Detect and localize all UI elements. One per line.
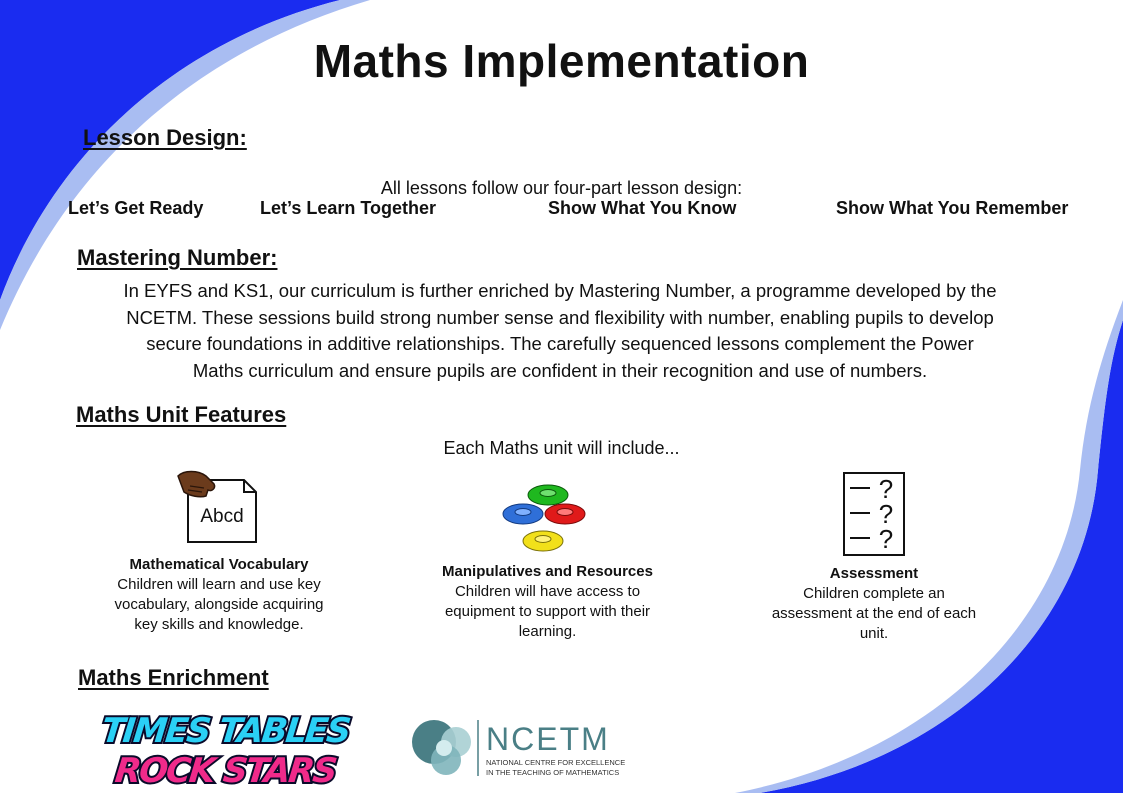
paragraph-line: Maths curriculum and ensure pupils are confident in their recognition and use of numbers.	[192, 359, 928, 381]
counters-icon	[500, 482, 590, 556]
question-sheet-icon	[842, 471, 906, 557]
feature-desc-line: vocabulary, alongside acquiring	[114, 596, 324, 613]
paragraph-line: secure foundations in additive relationships. The carefully sequenced lessons complement the Power	[146, 333, 974, 354]
feature-manipulatives	[410, 562, 685, 642]
feature-name: Manipulatives and Resources	[442, 563, 653, 580]
svg-text:?: ?	[878, 499, 894, 529]
feature-desc-line: unit.	[859, 625, 889, 642]
svg-text:?: ?	[878, 524, 894, 554]
feature-desc-line: Children will have access to	[454, 583, 641, 600]
unit-features-intro: Each Maths unit will include...	[443, 438, 680, 458]
lesson-design-intro: All lessons follow our four-part lesson design:	[380, 178, 743, 198]
feature-name: Assessment	[829, 565, 919, 582]
feature-desc-line: Children complete an	[803, 585, 945, 602]
page-title: Maths Implementation	[313, 35, 810, 87]
lesson-design-heading: Lesson Design:	[83, 125, 247, 150]
ncetm-logo	[408, 716, 632, 780]
feature-desc-line: equipment to support with their	[444, 603, 651, 620]
feature-desc-line: assessment at the end of each	[771, 605, 977, 622]
feature-desc-line: Children will learn and use key	[117, 576, 321, 593]
lesson-part-1: Let’s Get Ready	[68, 198, 204, 218]
svg-text:TIMES TABLES: TIMES TABLES	[99, 711, 352, 751]
feature-name: Mathematical Vocabulary	[129, 556, 309, 573]
paragraph-line: In EYFS and KS1, our curriculum is further enriched by Mastering Number, a programme developed by the	[123, 280, 997, 301]
mastering-number-heading: Mastering Number:	[77, 245, 278, 270]
vocabulary-card-text: Abcd	[200, 506, 244, 527]
svg-text:ROCK STARS: ROCK STARS	[112, 751, 338, 791]
svg-text:?: ?	[878, 474, 894, 504]
lesson-part-2: Let’s Learn Together	[260, 198, 437, 218]
feature-assessment	[745, 564, 1003, 644]
lesson-part-4: Show What You Remember	[836, 198, 1069, 218]
enrichment-heading: Maths Enrichment	[78, 665, 269, 690]
lesson-part-3: Show What You Know	[548, 198, 737, 218]
paragraph-line: NCETM. These sessions build strong number sense and flexibility with number, enabling pupils to develop	[126, 306, 994, 328]
unit-features-heading: Maths Unit Features	[76, 402, 287, 427]
feature-vocabulary	[88, 555, 350, 635]
ncetm-line1: NATIONAL CENTRE FOR EXCELLENCE	[486, 758, 626, 767]
ncetm-line2: IN THE TEACHING OF MATHEMATICS	[486, 768, 620, 777]
mastering-number-paragraph	[60, 278, 1060, 384]
ncetm-acronym: NCETM	[486, 721, 610, 757]
feature-desc-line: key skills and knowledge.	[134, 616, 304, 633]
feature-desc-line: learning.	[518, 623, 577, 640]
vocabulary-card-icon	[176, 470, 260, 546]
times-tables-rockstars-logo	[99, 706, 352, 791]
